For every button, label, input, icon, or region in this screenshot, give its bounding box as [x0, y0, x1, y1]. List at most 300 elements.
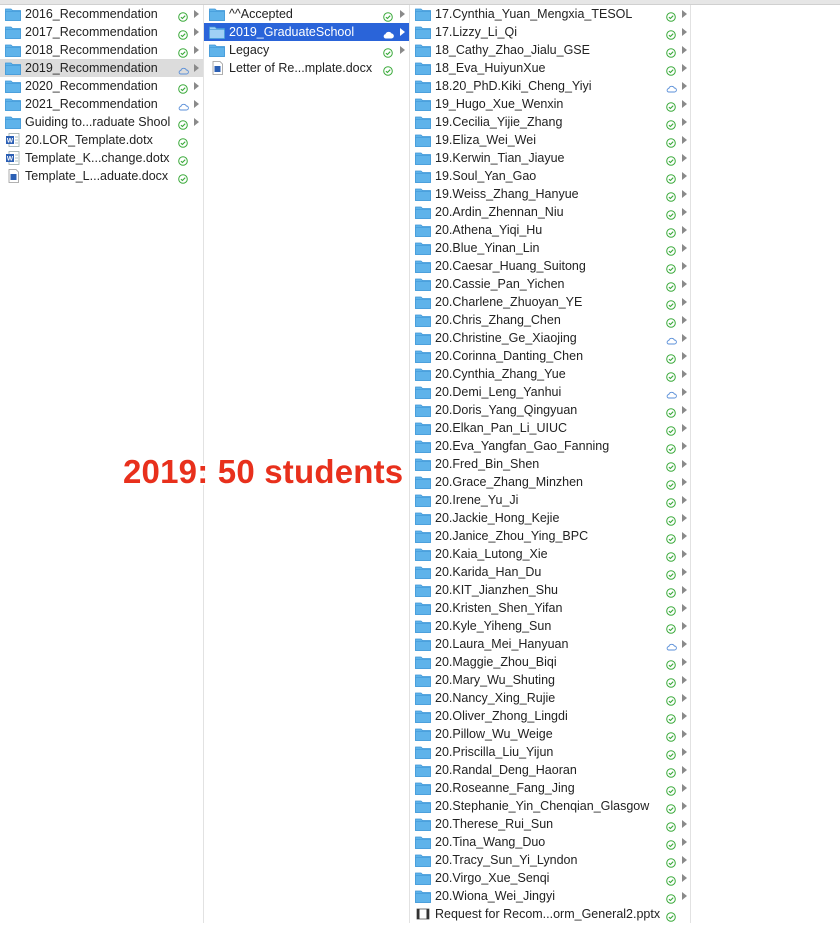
folder-row[interactable] — [410, 689, 690, 707]
icloud-icon — [666, 333, 676, 343]
item-label: 20.Elkan_Pan_Li_UIUC — [435, 421, 568, 435]
folder-icon — [415, 493, 431, 507]
folder-row[interactable] — [410, 725, 690, 743]
synced-check-icon — [666, 459, 676, 469]
synced-check-icon — [666, 9, 676, 19]
folder-row[interactable] — [0, 5, 203, 23]
folder-row[interactable] — [410, 59, 690, 77]
folder-icon — [415, 187, 431, 201]
chevron-right-icon — [682, 658, 687, 666]
folder-icon — [415, 745, 431, 759]
folder-row[interactable] — [410, 653, 690, 671]
item-label: 20.Cassie_Pan_Yichen — [435, 277, 565, 291]
synced-check-icon — [666, 909, 676, 919]
folder-row[interactable] — [410, 203, 690, 221]
item-label: 20.Karida_Han_Du — [435, 565, 542, 579]
folder-icon — [415, 727, 431, 741]
folder-row[interactable] — [204, 41, 409, 59]
synced-check-icon — [178, 81, 188, 91]
chevron-right-icon — [682, 856, 687, 864]
folder-icon — [5, 97, 21, 111]
folder-icon — [415, 547, 431, 561]
synced-check-icon — [666, 279, 676, 289]
chevron-right-icon — [682, 154, 687, 162]
chevron-right-icon — [682, 334, 687, 342]
synced-check-icon — [383, 63, 393, 73]
folder-row[interactable] — [204, 23, 409, 41]
finder-column-4-empty[interactable] — [691, 5, 840, 923]
synced-check-icon — [666, 495, 676, 505]
item-label: Guiding to...raduate Shool — [25, 115, 171, 129]
file-row[interactable] — [0, 167, 203, 185]
folder-row[interactable] — [410, 527, 690, 545]
item-label: 20.Ardin_Zhennan_Niu — [435, 205, 564, 219]
item-label: ^^Accepted — [229, 7, 293, 21]
folder-row[interactable] — [410, 149, 690, 167]
synced-check-icon — [666, 369, 676, 379]
item-label: 18_Cathy_Zhao_Jialu_GSE — [435, 43, 590, 57]
item-label: 20.Eva_Yangfan_Gao_Fanning — [435, 439, 610, 453]
folder-icon — [5, 79, 21, 93]
chevron-right-icon — [682, 280, 687, 288]
chevron-right-icon — [682, 676, 687, 684]
folder-row[interactable] — [410, 833, 690, 851]
item-label: 20.Therese_Rui_Sun — [435, 817, 554, 831]
folder-icon — [415, 565, 431, 579]
svg-text:W: W — [6, 155, 14, 163]
synced-check-icon — [666, 63, 676, 73]
folder-row[interactable] — [410, 419, 690, 437]
word-doc-icon — [5, 151, 21, 165]
chevron-right-icon — [682, 532, 687, 540]
synced-check-icon — [666, 225, 676, 235]
folder-row[interactable] — [410, 401, 690, 419]
folder-row[interactable] — [410, 797, 690, 815]
synced-check-icon — [666, 837, 676, 847]
chevron-right-icon — [682, 496, 687, 504]
folder-row[interactable] — [410, 617, 690, 635]
folder-row[interactable] — [410, 491, 690, 509]
chevron-right-icon — [682, 46, 687, 54]
folder-icon — [5, 7, 21, 21]
folder-row[interactable] — [0, 113, 203, 131]
folder-row[interactable] — [410, 365, 690, 383]
synced-check-icon — [666, 405, 676, 415]
pptx-icon — [415, 907, 431, 921]
synced-check-icon — [666, 27, 676, 37]
synced-check-icon — [666, 261, 676, 271]
synced-check-icon — [666, 117, 676, 127]
item-label: 19_Hugo_Xue_Wenxin — [435, 97, 564, 111]
file-row[interactable] — [0, 131, 203, 149]
folder-icon — [415, 313, 431, 327]
folder-icon — [415, 151, 431, 165]
folder-icon — [415, 61, 431, 75]
annotation-overlay-text: 2019: 50 students — [123, 453, 404, 490]
chevron-right-icon — [682, 298, 687, 306]
item-label: 20.Oliver_Zhong_Lingdi — [435, 709, 568, 723]
item-label: 20.Fred_Bin_Shen — [435, 457, 540, 471]
folder-icon — [415, 241, 431, 255]
synced-check-icon — [666, 711, 676, 721]
chevron-right-icon — [682, 712, 687, 720]
folder-icon — [415, 403, 431, 417]
folder-row[interactable] — [410, 851, 690, 869]
chevron-right-icon — [682, 892, 687, 900]
item-label: 20.Tracy_Sun_Yi_Lyndon — [435, 853, 578, 867]
chevron-right-icon — [682, 64, 687, 72]
item-label: 20.Athena_Yiqi_Hu — [435, 223, 543, 237]
folder-icon — [415, 853, 431, 867]
chevron-right-icon — [194, 82, 199, 90]
item-label: 2020_Recommendation — [25, 79, 158, 93]
folder-row[interactable] — [410, 743, 690, 761]
item-label: 20.Wiona_Wei_Jingyi — [435, 889, 555, 903]
chevron-right-icon — [682, 244, 687, 252]
folder-icon — [415, 763, 431, 777]
folder-icon — [209, 25, 225, 39]
item-label: 20.Roseanne_Fang_Jing — [435, 781, 575, 795]
synced-check-icon — [383, 45, 393, 55]
folder-row[interactable] — [410, 869, 690, 887]
icloud-icon — [383, 27, 393, 37]
file-row[interactable] — [0, 149, 203, 167]
chevron-right-icon — [682, 820, 687, 828]
folder-row[interactable] — [410, 293, 690, 311]
chevron-right-icon — [682, 838, 687, 846]
folder-row[interactable] — [410, 509, 690, 527]
finder-column-3[interactable] — [410, 5, 691, 923]
folder-icon — [415, 619, 431, 633]
item-label: 20.Grace_Zhang_Minzhen — [435, 475, 584, 489]
item-label: 20.Pillow_Wu_Weige — [435, 727, 553, 741]
item-label: 20.Demi_Leng_Yanhui — [435, 385, 562, 399]
synced-check-icon — [666, 351, 676, 361]
chevron-right-icon — [194, 100, 199, 108]
folder-row[interactable] — [0, 77, 203, 95]
folder-row[interactable] — [410, 131, 690, 149]
folder-row[interactable] — [0, 95, 203, 113]
folder-icon — [5, 61, 21, 75]
folder-row[interactable] — [410, 581, 690, 599]
folder-row[interactable] — [410, 887, 690, 905]
folder-icon — [415, 421, 431, 435]
folder-icon — [415, 601, 431, 615]
synced-check-icon — [178, 27, 188, 37]
folder-row[interactable] — [410, 761, 690, 779]
chevron-right-icon — [682, 802, 687, 810]
item-label: 20.Nancy_Xing_Rujie — [435, 691, 556, 705]
chevron-right-icon — [682, 730, 687, 738]
item-label: 20.Jackie_Hong_Kejie — [435, 511, 560, 525]
synced-check-icon — [666, 243, 676, 253]
icloud-icon — [666, 387, 676, 397]
item-label: Request for Recom...orm_General2.pptx — [435, 907, 661, 921]
folder-row[interactable] — [410, 815, 690, 833]
chevron-right-icon — [194, 118, 199, 126]
folder-icon — [415, 277, 431, 291]
folder-row[interactable] — [410, 455, 690, 473]
synced-check-icon — [666, 135, 676, 145]
folder-row[interactable] — [410, 671, 690, 689]
folder-row[interactable] — [410, 383, 690, 401]
item-label: 20.Kaia_Lutong_Xie — [435, 547, 548, 561]
folder-icon — [415, 79, 431, 93]
item-label: 20.Cynthia_Zhang_Yue — [435, 367, 566, 381]
item-label: 2021_Recommendation — [25, 97, 158, 111]
chevron-right-icon — [682, 694, 687, 702]
chevron-right-icon — [682, 424, 687, 432]
folder-row[interactable] — [410, 347, 690, 365]
folder-row[interactable] — [204, 5, 409, 23]
item-label: 20.Blue_Yinan_Lin — [435, 241, 540, 255]
folder-row[interactable] — [410, 599, 690, 617]
item-label: 20.Charlene_Zhuoyan_YE — [435, 295, 583, 309]
folder-icon — [415, 43, 431, 57]
folder-row[interactable] — [410, 635, 690, 653]
folder-icon — [5, 43, 21, 57]
item-label: 2018_Recommendation — [25, 43, 158, 57]
folder-icon — [415, 385, 431, 399]
folder-icon — [415, 223, 431, 237]
folder-icon — [415, 169, 431, 183]
synced-check-icon — [666, 603, 676, 613]
chevron-right-icon — [682, 352, 687, 360]
chevron-right-icon — [682, 370, 687, 378]
folder-row[interactable] — [410, 185, 690, 203]
synced-check-icon — [666, 477, 676, 487]
chevron-right-icon — [682, 568, 687, 576]
folder-icon — [415, 475, 431, 489]
chevron-right-icon — [682, 118, 687, 126]
folder-icon — [415, 637, 431, 651]
folder-row[interactable] — [0, 23, 203, 41]
item-label: 20.Janice_Zhou_Ying_BPC — [435, 529, 589, 543]
item-label: 2019_Recommendation — [25, 61, 158, 75]
folder-row[interactable] — [410, 221, 690, 239]
folder-row[interactable] — [410, 95, 690, 113]
synced-check-icon — [178, 135, 188, 145]
chevron-right-icon — [682, 748, 687, 756]
chevron-right-icon — [682, 172, 687, 180]
folder-row[interactable] — [410, 707, 690, 725]
item-label: Letter of Re...mplate.docx — [229, 61, 373, 75]
synced-check-icon — [178, 153, 188, 163]
item-label: 20.Corinna_Danting_Chen — [435, 349, 584, 363]
folder-icon — [5, 25, 21, 39]
folder-row[interactable] — [410, 437, 690, 455]
item-label: Template_L...aduate.docx — [25, 169, 169, 183]
folder-icon — [5, 115, 21, 129]
word-doc-icon — [5, 133, 21, 147]
folder-row[interactable] — [410, 23, 690, 41]
folder-icon — [415, 115, 431, 129]
document-icon — [5, 169, 21, 183]
chevron-right-icon — [682, 874, 687, 882]
synced-check-icon — [666, 657, 676, 667]
chevron-right-icon — [682, 478, 687, 486]
folder-icon — [415, 583, 431, 597]
chevron-right-icon — [682, 136, 687, 144]
item-label: 20.Virgo_Xue_Senqi — [435, 871, 550, 885]
folder-row[interactable] — [410, 311, 690, 329]
item-label: 20.Kristen_Shen_Yifan — [435, 601, 563, 615]
chevron-right-icon — [682, 766, 687, 774]
synced-check-icon — [666, 675, 676, 685]
synced-check-icon — [666, 315, 676, 325]
item-label: 20.Chris_Zhang_Chen — [435, 313, 561, 327]
chevron-right-icon — [682, 604, 687, 612]
synced-check-icon — [666, 693, 676, 703]
chevron-right-icon — [400, 28, 405, 36]
folder-row[interactable] — [410, 473, 690, 491]
folder-row[interactable] — [410, 563, 690, 581]
folder-icon — [415, 259, 431, 273]
synced-check-icon — [666, 747, 676, 757]
synced-check-icon — [178, 9, 188, 19]
document-icon — [209, 61, 225, 75]
chevron-right-icon — [682, 190, 687, 198]
synced-check-icon — [178, 45, 188, 55]
synced-check-icon — [666, 171, 676, 181]
synced-check-icon — [383, 9, 393, 19]
folder-row[interactable] — [0, 41, 203, 59]
folder-icon — [415, 331, 431, 345]
folder-icon — [415, 871, 431, 885]
item-label: 20.Laura_Mei_Hanyuan — [435, 637, 569, 651]
chevron-right-icon — [682, 208, 687, 216]
folder-icon — [415, 349, 431, 363]
folder-row[interactable] — [410, 77, 690, 95]
synced-check-icon — [666, 585, 676, 595]
folder-icon — [415, 295, 431, 309]
item-label: 20.KIT_Jianzhen_Shu — [435, 583, 559, 597]
folder-row[interactable] — [410, 5, 690, 23]
chevron-right-icon — [682, 622, 687, 630]
item-label: 20.Irene_Yu_Ji — [435, 493, 519, 507]
folder-icon — [415, 655, 431, 669]
item-label: Legacy — [229, 43, 270, 57]
item-label: 20.Doris_Yang_Qingyuan — [435, 403, 578, 417]
item-label: Template_K...change.dotx — [25, 151, 170, 165]
chevron-right-icon — [682, 406, 687, 414]
chevron-right-icon — [682, 550, 687, 558]
folder-icon — [415, 691, 431, 705]
chevron-right-icon — [682, 442, 687, 450]
item-label: 2017_Recommendation — [25, 25, 158, 39]
chevron-right-icon — [194, 10, 199, 18]
file-row[interactable] — [204, 59, 409, 77]
synced-check-icon — [666, 819, 676, 829]
folder-icon — [209, 43, 225, 57]
chevron-right-icon — [682, 586, 687, 594]
item-label: 20.Priscilla_Liu_Yijun — [435, 745, 554, 759]
folder-row[interactable] — [0, 59, 203, 77]
synced-check-icon — [666, 549, 676, 559]
synced-check-icon — [666, 99, 676, 109]
item-label: 20.Kyle_Yiheng_Sun — [435, 619, 552, 633]
chevron-right-icon — [400, 46, 405, 54]
item-label: 2016_Recommendation — [25, 7, 158, 21]
svg-text:W: W — [6, 137, 14, 145]
chevron-right-icon — [682, 100, 687, 108]
synced-check-icon — [666, 423, 676, 433]
item-label: 20.Christine_Ge_Xiaojing — [435, 331, 577, 345]
synced-check-icon — [178, 117, 188, 127]
folder-icon — [415, 781, 431, 795]
icloud-icon — [178, 99, 188, 109]
item-label: 17.Lizzy_Li_Qi — [435, 25, 517, 39]
item-label: 2019_GraduateSchool — [229, 25, 355, 39]
item-label: 19.Soul_Yan_Gao — [435, 169, 537, 183]
folder-row[interactable] — [410, 275, 690, 293]
folder-row[interactable] — [410, 329, 690, 347]
chevron-right-icon — [682, 514, 687, 522]
chevron-right-icon — [682, 388, 687, 396]
folder-icon — [415, 511, 431, 525]
synced-check-icon — [666, 153, 676, 163]
item-label: 18_Eva_HuiyunXue — [435, 61, 546, 75]
chevron-right-icon — [194, 46, 199, 54]
folder-icon — [415, 529, 431, 543]
file-row[interactable] — [410, 905, 690, 923]
folder-icon — [415, 133, 431, 147]
chevron-right-icon — [682, 784, 687, 792]
synced-check-icon — [666, 873, 676, 883]
chevron-right-icon — [682, 10, 687, 18]
synced-check-icon — [666, 855, 676, 865]
folder-icon — [415, 817, 431, 831]
synced-check-icon — [666, 891, 676, 901]
chevron-right-icon — [682, 82, 687, 90]
folder-row[interactable] — [410, 545, 690, 563]
synced-check-icon — [178, 171, 188, 181]
chevron-right-icon — [682, 640, 687, 648]
chevron-right-icon — [682, 262, 687, 270]
item-label: 20.Randal_Deng_Haoran — [435, 763, 577, 777]
chevron-right-icon — [682, 460, 687, 468]
item-label: 20.Maggie_Zhou_Biqi — [435, 655, 557, 669]
synced-check-icon — [666, 729, 676, 739]
folder-icon — [415, 97, 431, 111]
folder-row[interactable] — [410, 257, 690, 275]
folder-row[interactable] — [410, 239, 690, 257]
synced-check-icon — [666, 441, 676, 451]
folder-icon — [415, 709, 431, 723]
folder-icon — [415, 799, 431, 813]
folder-row[interactable] — [410, 779, 690, 797]
synced-check-icon — [666, 531, 676, 541]
item-label: 20.Tina_Wang_Duo — [435, 835, 546, 849]
icloud-icon — [666, 639, 676, 649]
folder-icon — [209, 7, 225, 21]
synced-check-icon — [666, 621, 676, 631]
synced-check-icon — [666, 801, 676, 811]
synced-check-icon — [666, 297, 676, 307]
folder-icon — [415, 889, 431, 903]
synced-check-icon — [666, 207, 676, 217]
item-label: 20.Caesar_Huang_Suitong — [435, 259, 586, 273]
item-label: 20.Stephanie_Yin_Chenqian_Glasgow — [435, 799, 650, 813]
folder-icon — [415, 367, 431, 381]
folder-row[interactable] — [410, 167, 690, 185]
item-label: 17.Cynthia_Yuan_Mengxia_TESOL — [435, 7, 633, 21]
item-label: 18.20_PhD.Kiki_Cheng_Yiyi — [435, 79, 592, 93]
synced-check-icon — [666, 567, 676, 577]
folder-row[interactable] — [410, 113, 690, 131]
synced-check-icon — [666, 783, 676, 793]
folder-row[interactable] — [410, 41, 690, 59]
